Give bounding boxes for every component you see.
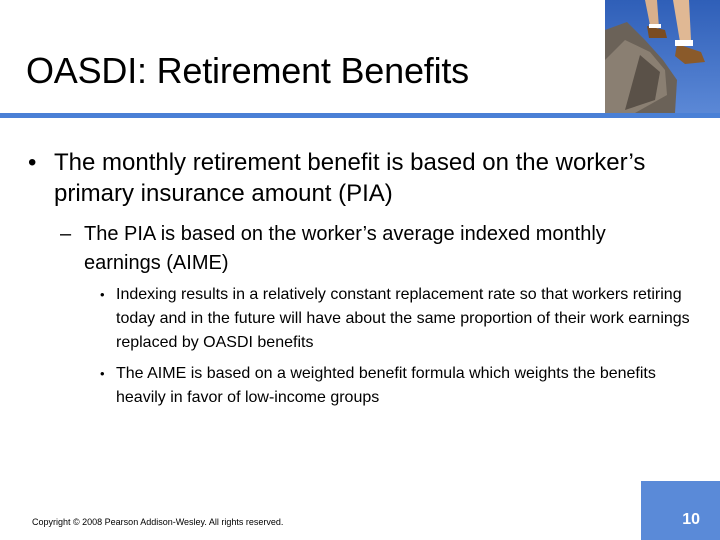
bullet-mark: – xyxy=(60,223,72,245)
title-divider xyxy=(0,113,720,118)
bullet-mark: • xyxy=(100,366,105,381)
bullet-text: The monthly retirement benefit is based on the worker’s primary insurance amount (PIA) xyxy=(54,149,646,207)
page-number-box xyxy=(641,481,720,540)
bullet-text: Indexing results in a relatively constant replacement rate so that workers retiring today and in the future will have about the same proportion of their work earnings replaced by OASDI benefits xyxy=(116,286,690,351)
bullet-text: The AIME is based on a weighted benefit formula which weights the benefits heavily in favor of low-income groups xyxy=(116,365,656,406)
bullet-mark: • xyxy=(28,149,37,176)
bullet-text: The PIA is based on the worker’s average indexed monthly earnings (AIME) xyxy=(84,223,606,274)
bullet-mark: • xyxy=(100,287,105,302)
page-number: 10 xyxy=(682,511,700,528)
copyright-notice: Copyright © 2008 Pearson Addison-Wesley. All rights reserved. xyxy=(32,517,284,527)
hiker-photo-image xyxy=(605,0,720,113)
slide-title: OASDI: Retirement Benefits xyxy=(26,50,469,91)
